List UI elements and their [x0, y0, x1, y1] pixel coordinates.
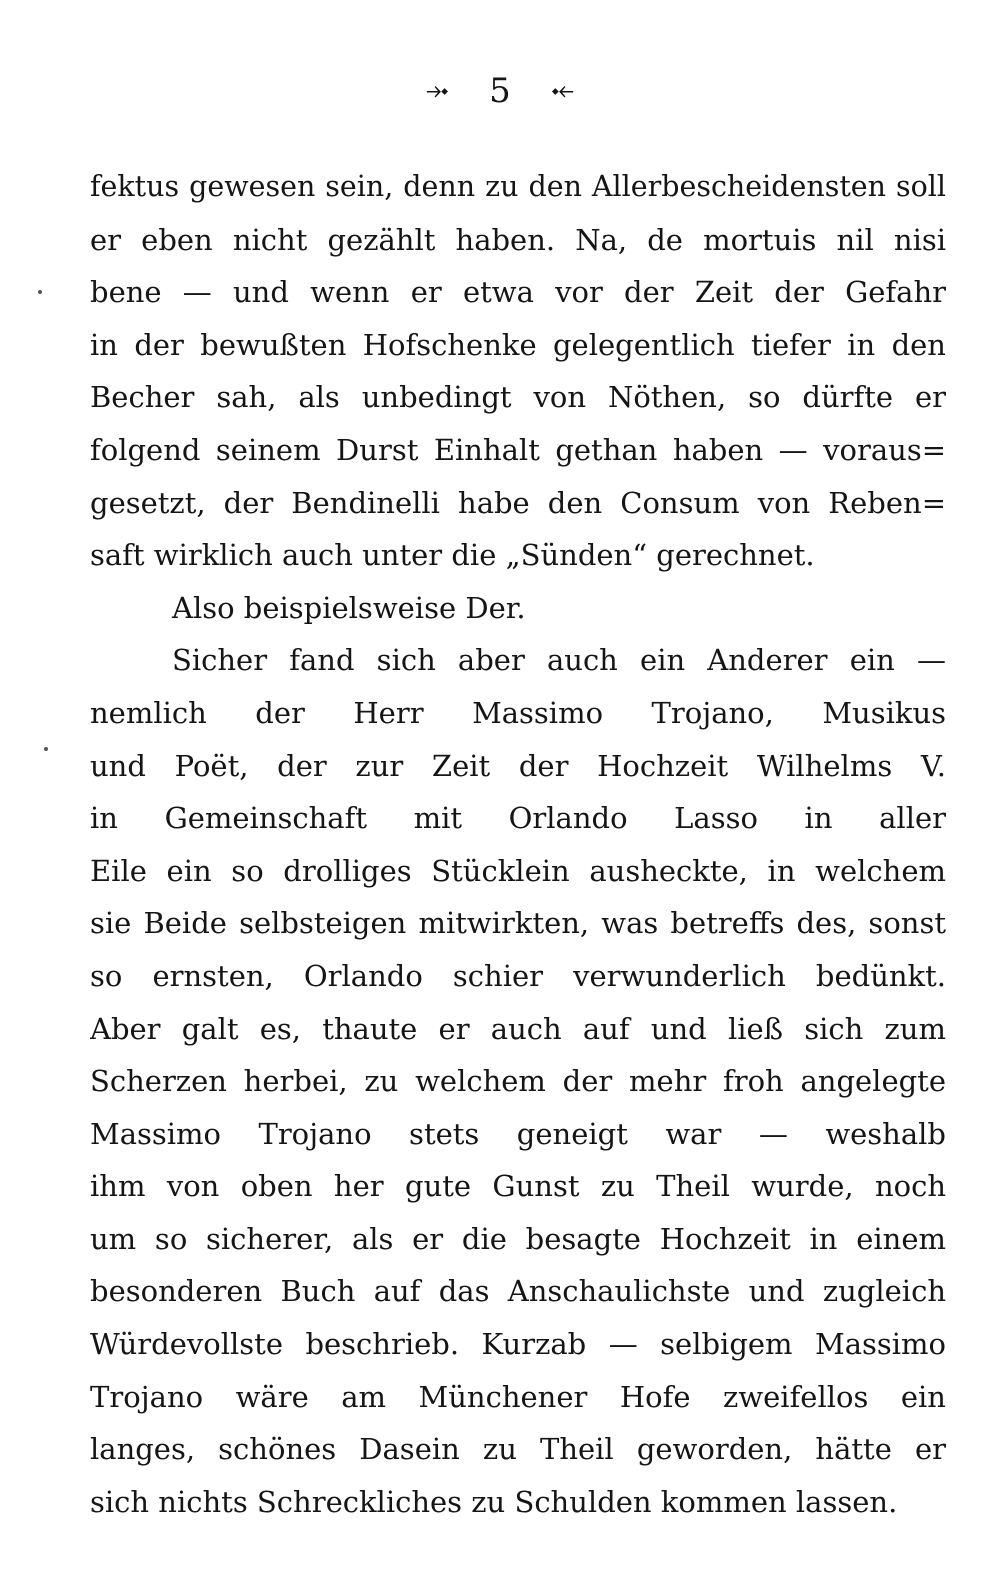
text-line: in der bewußten Hofschenke gelegentlich tiefer in den — [90, 327, 946, 362]
text-line: saft wirklich auch unter die „Sünden“ gerechnet. — [90, 538, 815, 573]
paragraph-first-line: Sicher fand sich aber auch ein Anderer ein — — [172, 643, 946, 678]
text-line: Scherzen herbei, zu welchem der mehr froh angelegte — [90, 1064, 946, 1099]
right-arrow-ornament-icon: ⤝ — [551, 73, 575, 106]
text-line: langes, schönes Dasein zu Theil geworden, hätte er — [90, 1432, 946, 1467]
text-line: sie Beide selbsteigen mitwirkten, was betreffs des, sonst — [90, 906, 946, 941]
text-line: bene — und wenn er etwa vor der Zeit der Gefahr — [90, 275, 946, 310]
text-line: sich nichts Schreckliches zu Schulden kommen lassen. — [90, 1484, 898, 1519]
text-line: fektus gewesen sein, denn zu den Allerbescheidensten soll — [90, 170, 946, 203]
text-line: Massimo Trojano stets geneigt war — weshalb — [90, 1116, 946, 1151]
text-line: um so sicherer, als er die besagte Hochzeit in einem — [90, 1221, 946, 1256]
text-line: in Gemeinschaft mit Orlando Lasso in aller — [90, 801, 946, 836]
page-number: 5 — [489, 71, 511, 111]
text-line: besonderen Buch auf das Anschaulichste und zugleich — [90, 1274, 946, 1309]
text-line: Becher sah, als unbedingt von Nöthen, so dürfte er — [90, 380, 946, 415]
text-line: nemlich der Herr Massimo Trojano, Musikus — [90, 695, 946, 730]
text-line: Eile ein so drolliges Stücklein ausheckte, in welchem — [90, 853, 946, 888]
text-line: so ernsten, Orlando schier verwunderlich bedünkt. — [90, 958, 946, 993]
print-speck — [38, 290, 42, 294]
left-arrow-ornament-icon: ⤞ — [425, 73, 449, 106]
body-text — [90, 161, 946, 1528]
paragraph-line: Also beispielsweise Der. — [172, 590, 526, 625]
text-line: Aber galt es, thaute er auch auf und ließ sich zum — [90, 1011, 946, 1046]
print-speck — [44, 747, 48, 751]
text-line: folgend seinem Durst Einhalt gethan haben — voraus= — [90, 432, 946, 467]
text-line: Würdevollste beschrieb. Kurzab — selbigem Massimo — [90, 1327, 946, 1362]
text-line: und Poët, der zur Zeit der Hochzeit Wilhelms V. — [90, 748, 946, 783]
text-line: ihm von oben her gute Gunst zu Theil wurde, noch — [90, 1169, 946, 1204]
text-line: Trojano wäre am Münchener Hofe zweifellos ein — [90, 1379, 946, 1414]
page-header — [0, 70, 1000, 111]
text-line: gesetzt, der Bendinelli habe den Consum von Reben= — [90, 485, 946, 520]
text-line: er eben nicht gezählt haben. Na, de mortuis nil nisi — [90, 222, 946, 257]
